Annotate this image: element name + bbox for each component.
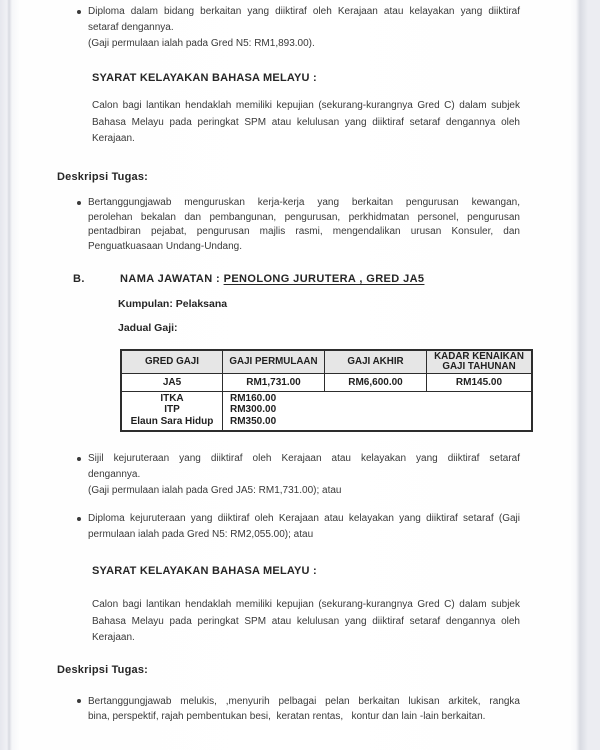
paragraph-line: Calon bagi lantikan hendaklah memiliki kepujian (sekurang-kurangnya Gred C) dalam subjek [92,599,520,610]
bullet-icon [77,10,81,14]
paragraph-line: Bahasa Melayu pada peringkat SPM atau kelulusan yang diiktiraf setaraf dengannya oleh [92,116,520,128]
bullet-icon [77,517,81,521]
paragraph-line: Sijil kejuruteraan yang diiktiraf oleh Kerajaan atau kelayakan yang diiktiraf setaraf [88,453,520,464]
allowance-value: RM160.00 [230,392,277,404]
sijil-bullet [76,451,520,499]
paragraph-line: pentadbiran pejabat, pengurusan majlis rasmi, mengendalikan urusan Konsuler, dan [88,226,520,237]
calon-paragraph-b [92,597,520,647]
syarat-heading-a: SYARAT KELAYAKAN BAHASA MELAYU : [92,72,317,84]
kumpulan-label: Kumpulan: Pelaksana [118,298,228,310]
paragraph-line: (Gaji permulaan ialah pada Gred JA5: RM1,731.00); atau [88,485,342,496]
jadual-label: Jadual Gaji: [118,322,178,334]
paragraph-line: Bertanggungjawab menguruskan kerja-kerja yang berkaitan pengurusan kewangan, [88,197,520,208]
paragraph-line: Calon bagi lantikan hendaklah memiliki kepujian (sekurang-kurangnya Gred C) dalam subjek [92,100,520,111]
salary-table [120,349,533,432]
header-cell: GAJI AKHIR [325,351,427,374]
allowance-value: RM300.00 [230,404,277,416]
starting-salary-cell: RM1,731.00 [223,374,325,392]
paragraph-line: perolehan bekalan dan pembangunan, pengurusan, perkhidmatan personel, pengurusan [88,211,520,223]
nama-jawatan-prefix: NAMA JAWATAN : [120,273,224,285]
syarat-heading-b: SYARAT KELAYAKAN BAHASA MELAYU : [92,565,317,577]
tugas-bullet-b [76,694,520,724]
paragraph-line: Bertanggungjawab melukis, ,menyurih pelbagai pelan berkaitan lukisan arkitek, rangka [88,696,520,707]
salary-table-allowance-row [122,392,531,430]
paragraph-line: Diploma dalam bidang berkaitan yang diiktiraf oleh Kerajaan atau kelayakan yang diiktiraf [88,6,520,17]
paragraph-line: bina, perspektif, rajah pembentukan besi, keratan rentas, kontur dan lain -lain berkaitan. [88,711,486,722]
bullet-icon [77,699,81,703]
paragraph-line: permulaan ialah pada Gred N5: RM2,055.00); atau [88,528,314,540]
nama-jawatan-title: PENOLONG JURUTERA , GRED JA5 [223,273,425,285]
qualification-bullet-a [76,4,520,52]
paragraph-line: dengannya. [88,469,141,480]
paragraph-line: Bahasa Melayu pada peringkat SPM atau kelulusan yang diiktiraf setaraf dengannya oleh [92,615,520,627]
paragraph-line: Diploma kejuruteraan yang diiktiraf oleh Kerajaan atau kelayakan yang diiktiraf setaraf (Gaji [88,513,520,524]
paragraph-line: (Gaji permulaan ialah pada Gred N5: RM1,893.00). [88,38,315,49]
diploma-bullet [76,511,520,542]
deskripsi-heading-a: Deskripsi Tugas: [57,171,149,183]
paragraph-line: setaraf dengannya. [88,22,174,33]
header-cell: GAJI PERMULAAN [223,351,325,374]
bullet-icon [77,201,81,205]
header-cell: KADAR KENAIKAN GAJI TAHUNAN [427,351,531,374]
bullet-icon [77,457,81,461]
final-salary-cell: RM6,600.00 [325,374,427,392]
allowance-values-cell [223,392,531,430]
allowance-labels-cell [122,392,223,430]
nama-jawatan-line [120,273,424,285]
paragraph-line: Kerajaan. [92,133,135,144]
grade-cell: JA5 [122,374,223,392]
header-cell: GRED GAJI [122,351,223,374]
allowance-label: ITP [164,404,180,416]
paragraph-line: Penguatkuasaan Undang-Undang. [88,240,243,252]
allowance-label: ITKA [160,392,184,404]
deskripsi-heading-b: Deskripsi Tugas: [57,664,149,676]
allowance-label: Elaun Sara Hidup [130,416,214,428]
section-b-label: B. [73,273,85,285]
paragraph-line: Kerajaan. [92,632,135,643]
calon-paragraph-a [92,98,520,148]
allowance-value: RM350.00 [230,416,277,428]
increment-cell: RM145.00 [427,374,531,392]
tugas-bullet-a [76,196,520,254]
salary-table-grade-row [122,374,531,392]
salary-table-header-row [122,351,531,374]
